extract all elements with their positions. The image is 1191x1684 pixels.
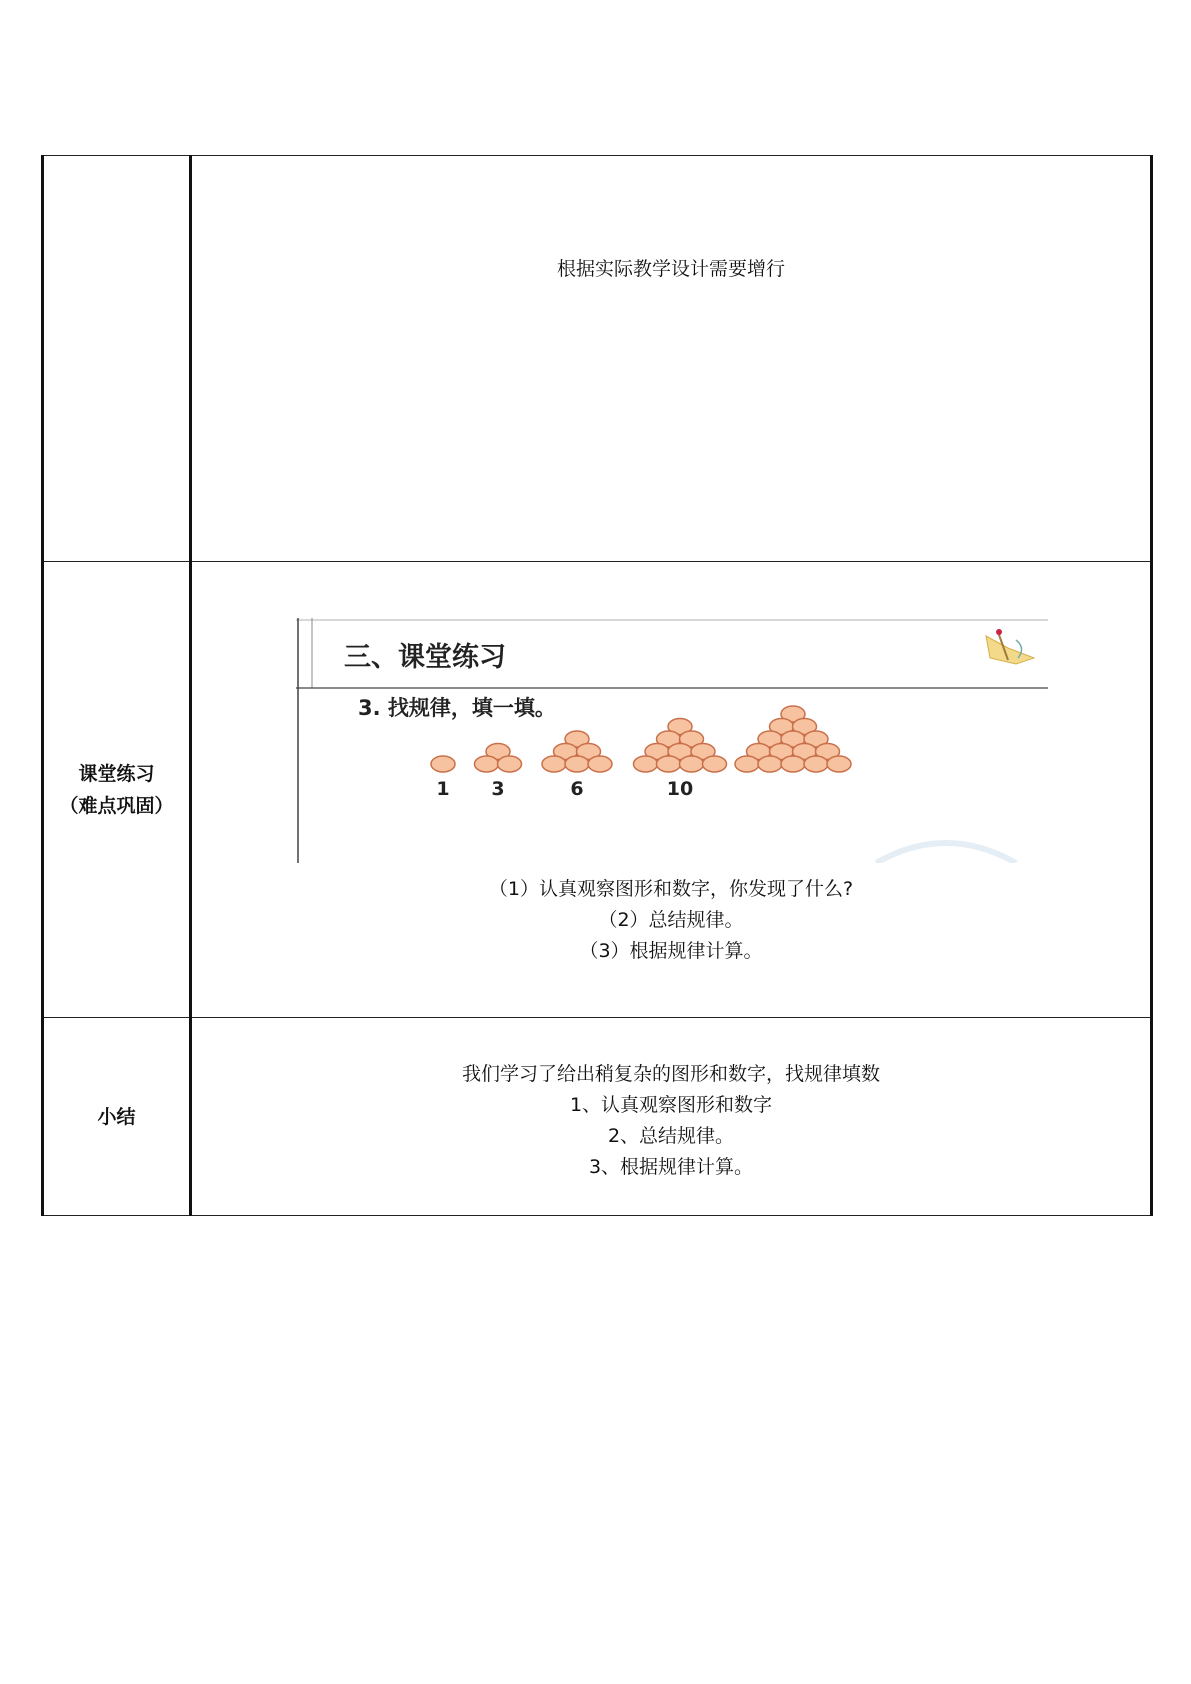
dot-circle xyxy=(758,756,782,772)
practice-questions xyxy=(192,874,1150,967)
dot-circle xyxy=(657,756,681,772)
summary-line-3: 2、总结规律。 xyxy=(607,1124,735,1147)
design-label-cell xyxy=(43,156,191,562)
practice-label-cell xyxy=(43,562,191,1018)
dot-circle xyxy=(735,756,759,772)
design-row xyxy=(43,156,1152,562)
dot-circle xyxy=(475,756,499,772)
summary-text xyxy=(192,1021,1150,1213)
question-2: （2）总结规律。 xyxy=(598,909,744,931)
design-content-cell xyxy=(191,156,1152,562)
triangle-number-label: 10 xyxy=(666,778,694,800)
slide-heading: 三、课堂练习 xyxy=(344,642,506,673)
dot-circle xyxy=(703,756,727,772)
practice-row xyxy=(43,562,1152,1018)
summary-line-2: 1、认真观察图形和数字 xyxy=(569,1093,773,1116)
lesson-plan-table xyxy=(41,155,1153,1216)
summary-label-cell: 小结 xyxy=(43,1018,191,1216)
question-1: （1）认真观察图形和数字，你发现了什么? xyxy=(488,878,854,900)
dot-circle xyxy=(431,756,455,772)
triangle-number-label: 1 xyxy=(436,778,450,800)
dot-circle xyxy=(827,756,851,772)
dot-circle xyxy=(588,756,612,772)
design-note-text: 根据实际教学设计需要增行 xyxy=(556,258,785,280)
triangle-number-label: 3 xyxy=(491,778,505,800)
summary-content-cell xyxy=(191,1018,1152,1216)
summary-line-4: 3、根据规律计算。 xyxy=(588,1155,754,1178)
dot-circle xyxy=(542,756,566,772)
dot-circle xyxy=(634,756,658,772)
dot-circle xyxy=(565,756,589,772)
practice-label-main: 课堂练习 xyxy=(78,762,155,785)
summary-row xyxy=(43,1018,1152,1216)
slide-figure xyxy=(296,618,1048,863)
practice-slide-image xyxy=(296,618,1048,863)
slide-problem: 3. 找规律，填一填。 xyxy=(358,696,556,720)
dot-circle xyxy=(498,756,522,772)
practice-content-cell xyxy=(191,562,1152,1018)
triangle-number-label: 6 xyxy=(570,778,584,800)
dot-circle xyxy=(781,756,805,772)
dot-circle xyxy=(804,756,828,772)
summary-line-1: 我们学习了给出稍复杂的图形和数字，找规律填数 xyxy=(461,1062,880,1085)
question-3: （3）根据规律计算。 xyxy=(579,940,763,962)
dot-circle xyxy=(680,756,704,772)
practice-label-sub: （难点巩固） xyxy=(59,794,174,817)
